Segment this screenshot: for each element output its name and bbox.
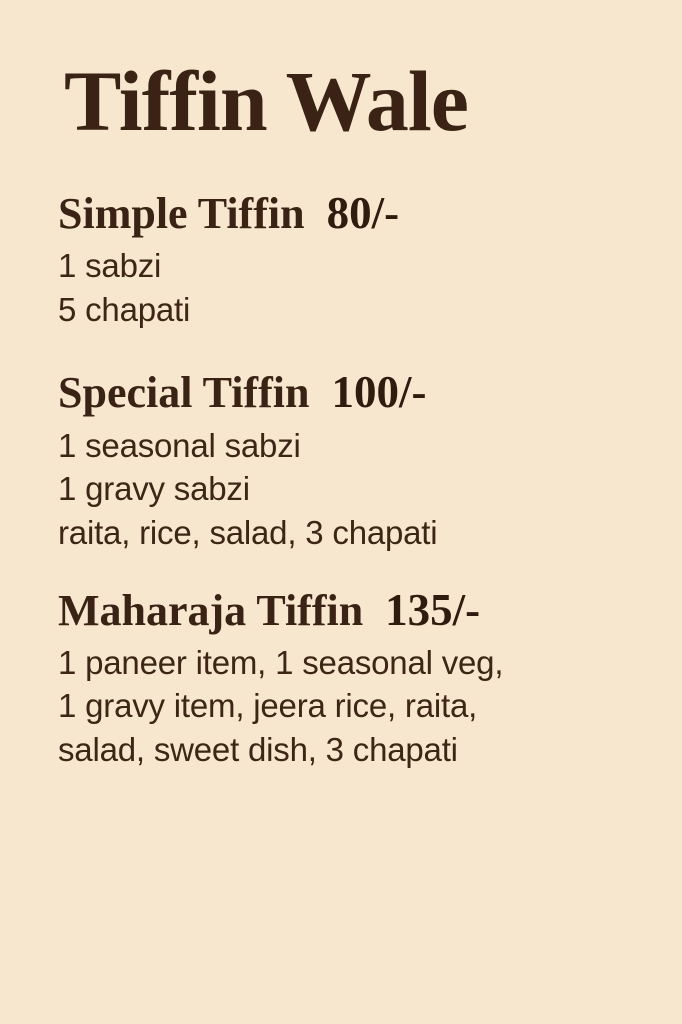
list-item: 1 gravy item, jeera rice, raita, — [58, 687, 478, 725]
list-item: 1 gravy sabzi — [58, 470, 250, 508]
list-item: 5 chapati — [58, 290, 191, 328]
menu-section-header — [58, 188, 642, 238]
list-item: 1 sabzi — [58, 247, 162, 285]
menu-section-simple-tiffin — [58, 188, 642, 331]
menu-section-maharaja-tiffin — [58, 585, 642, 772]
menu-item-price: 80/- — [326, 188, 400, 238]
menu-item-name: Simple Tiffin — [58, 189, 305, 238]
menu-item-description — [58, 641, 642, 772]
menu-item-description — [58, 424, 642, 555]
menu-item-name: Maharaja Tiffin — [58, 585, 364, 635]
menu-item-description — [58, 244, 642, 331]
menu-item-price: 135/- — [385, 584, 481, 635]
menu-item-price: 100/- — [331, 367, 427, 418]
menu-section-header — [58, 367, 642, 417]
list-item: raita, rice, salad, 3 chapati — [58, 513, 438, 551]
list-item: 1 seasonal sabzi — [58, 426, 301, 464]
menu-section-header — [58, 585, 642, 635]
menu-item-name: Special Tiffin — [58, 368, 310, 418]
menu-section-special-tiffin — [58, 367, 642, 554]
list-item: 1 paneer item, 1 seasonal veg, — [58, 643, 504, 681]
page-title: Tiffin Wale — [64, 53, 468, 149]
list-item: salad, sweet dish, 3 chapati — [58, 731, 458, 768]
